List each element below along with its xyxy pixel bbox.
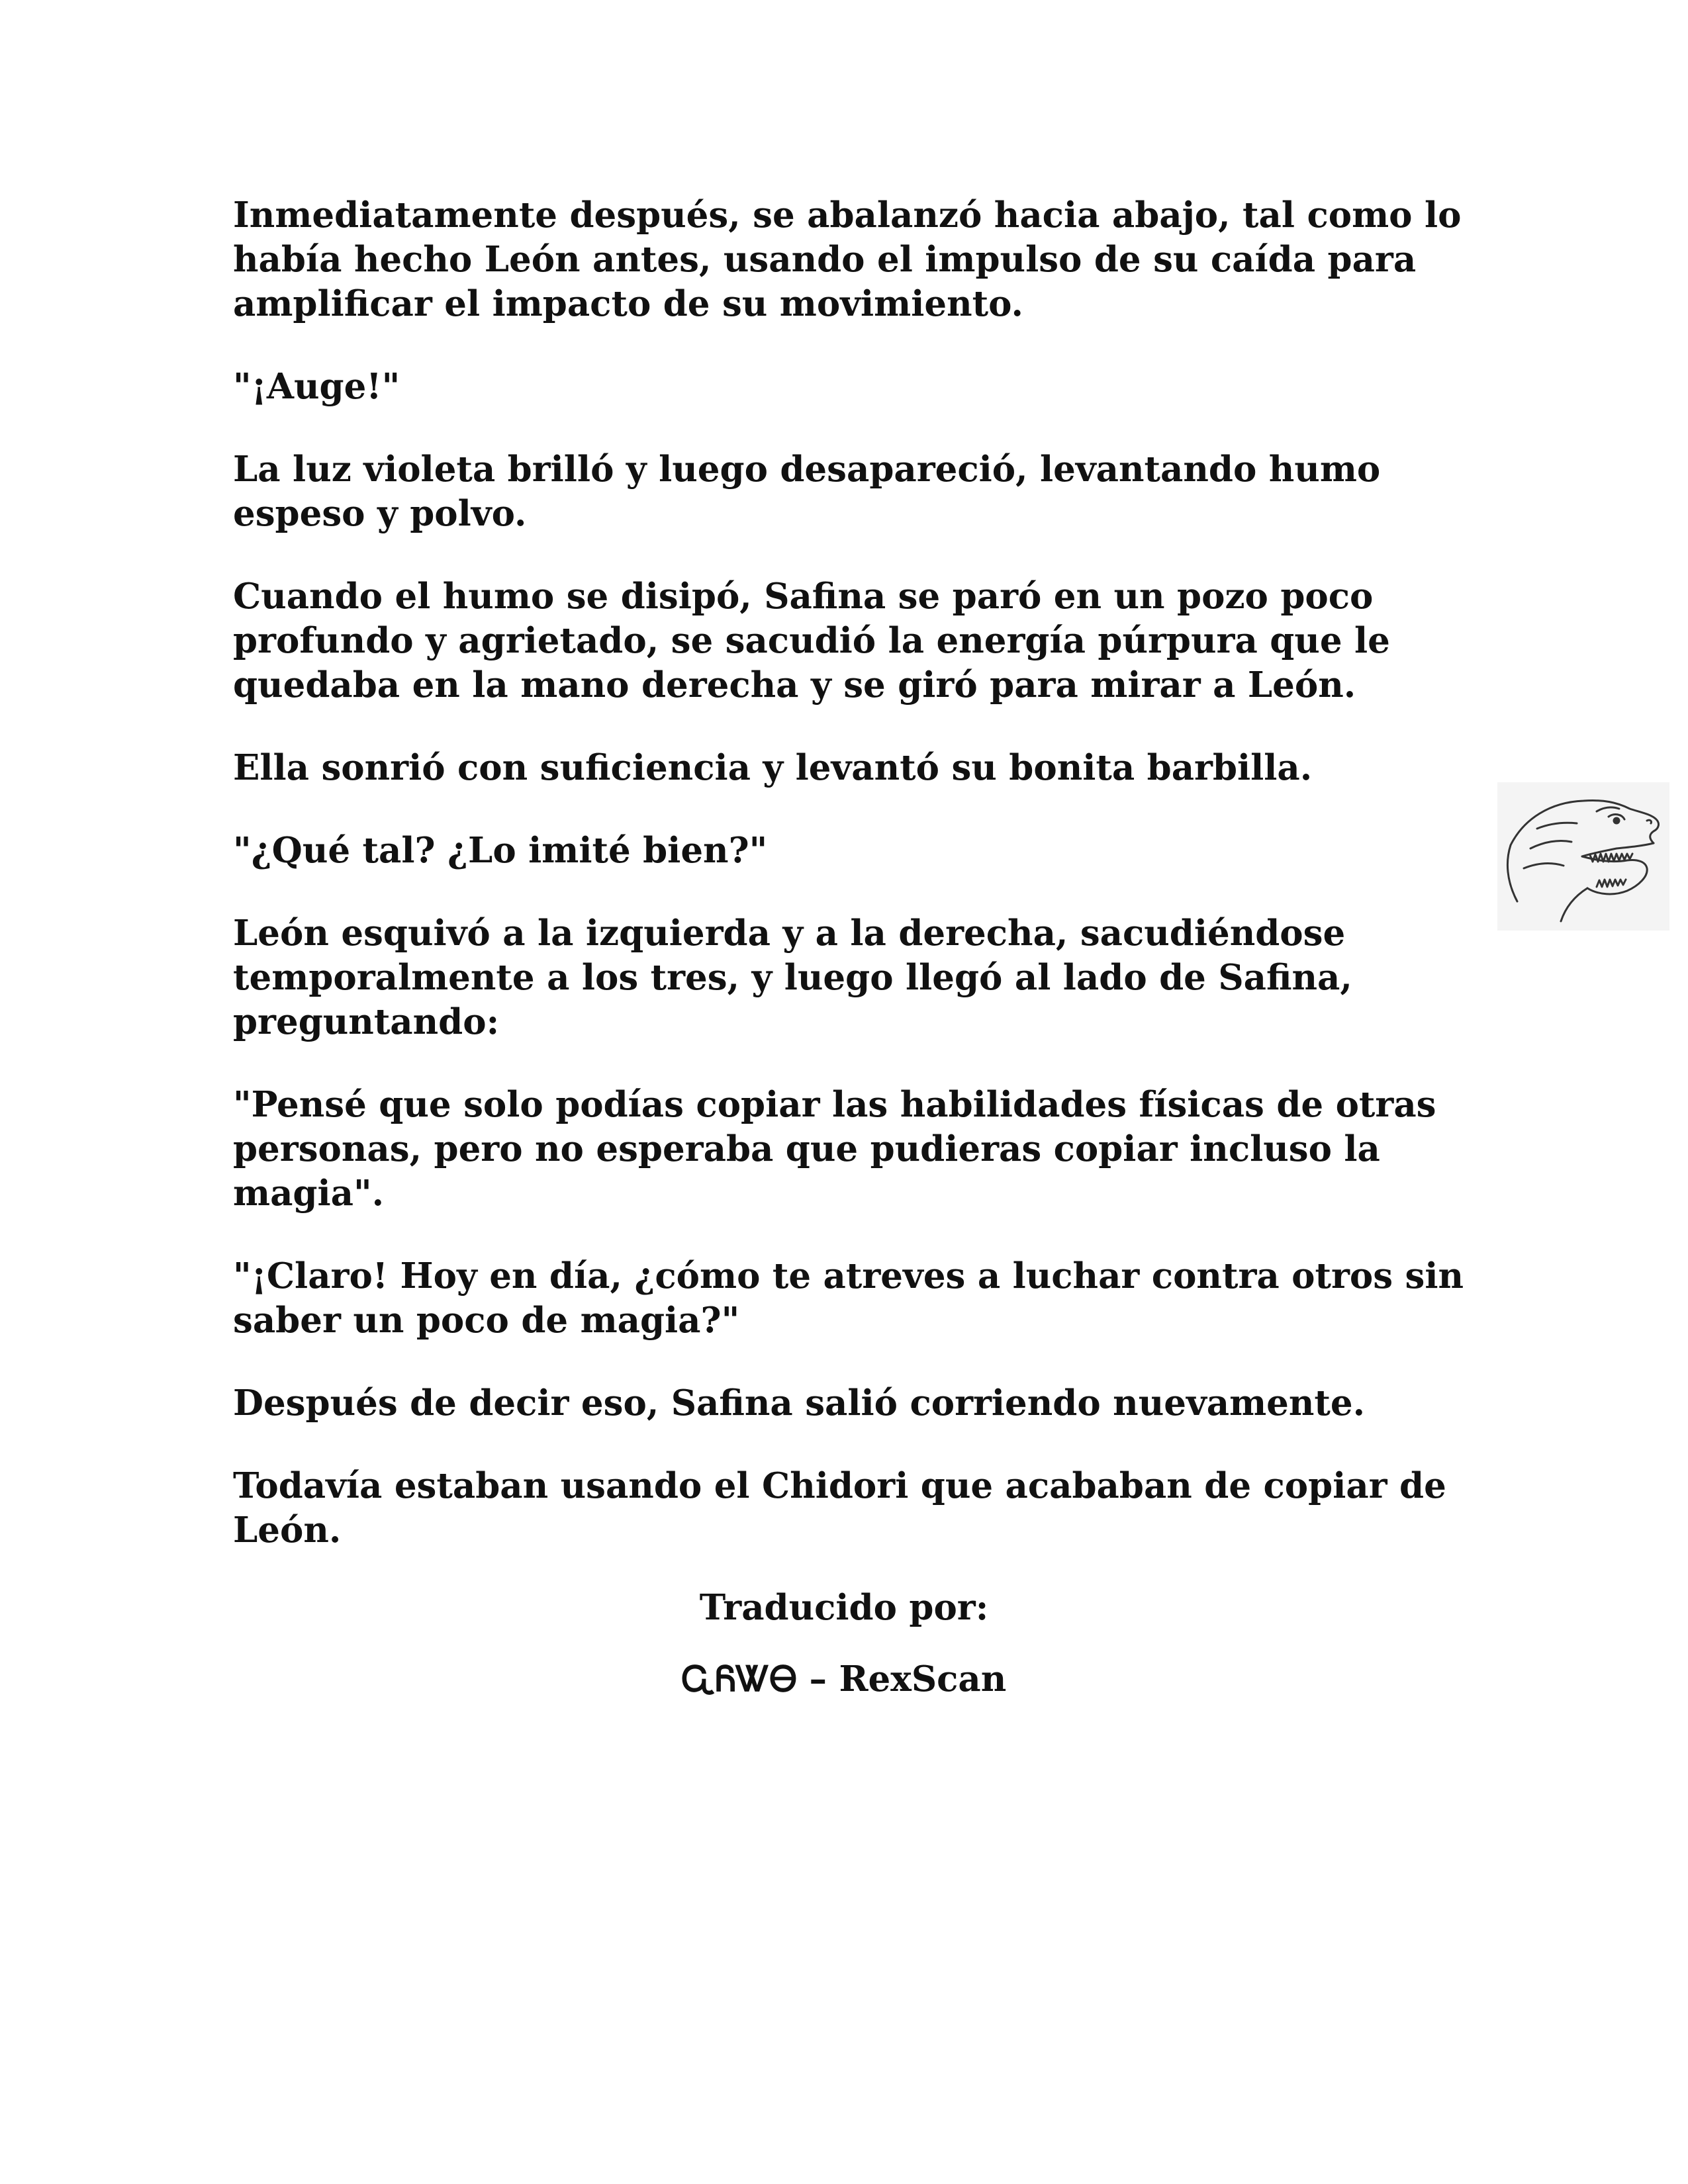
paragraph: La luz violeta brilló y luego desapareció, levantando humo espeso y polvo. <box>233 449 1381 534</box>
paragraph: Ella sonrió con suficiencia y levantó su bonita barbilla. <box>233 747 1313 788</box>
paragraph: "¡Auge!" <box>233 366 400 407</box>
paragraph: "¡Claro! Hoy en día, ¿cómo te atreves a luchar contra otros sin saber un poco de magia?" <box>233 1255 1464 1341</box>
credits-heading: Traducido por: <box>699 1587 989 1628</box>
paragraph: Todavía estaban usando el Chidori que acababan de copiar de León. <box>233 1465 1446 1551</box>
paragraph: "Pensé que solo podías copiar las habilidades físicas de otras personas, pero no esperaba que pudieras copiar incluso la magia". <box>233 1084 1436 1214</box>
paragraph: León esquivó a la izquierda y a la derecha, sacudiéndose temporalmente a los tres, y luego llegó al lado de Safina, preguntando: <box>233 913 1352 1042</box>
paragraph: Cuando el humo se disipó, Safina se paró en un pozo poco profundo y agrietado, se sacudió la energía púrpura que le quedaba en la mano derecha y se giró para mirar a León. <box>233 576 1390 705</box>
story-text <box>233 193 1464 1591</box>
paragraph: Después de decir eso, Safina salió corriendo nuevamente. <box>233 1383 1366 1424</box>
paragraph: Inmediatamente después, se abalanzó hacia abajo, tal como lo había hecho León antes, usando el impulso de su caída para amplificar el impacto de su movimiento. <box>233 195 1462 324</box>
dinosaur-head-sketch-icon <box>1497 782 1669 931</box>
paragraph: "¿Qué tal? ¿Lo imité bien?" <box>233 830 768 871</box>
credits-translator: ᏩᏲᏔᎾ – RexScan <box>681 1659 1007 1700</box>
